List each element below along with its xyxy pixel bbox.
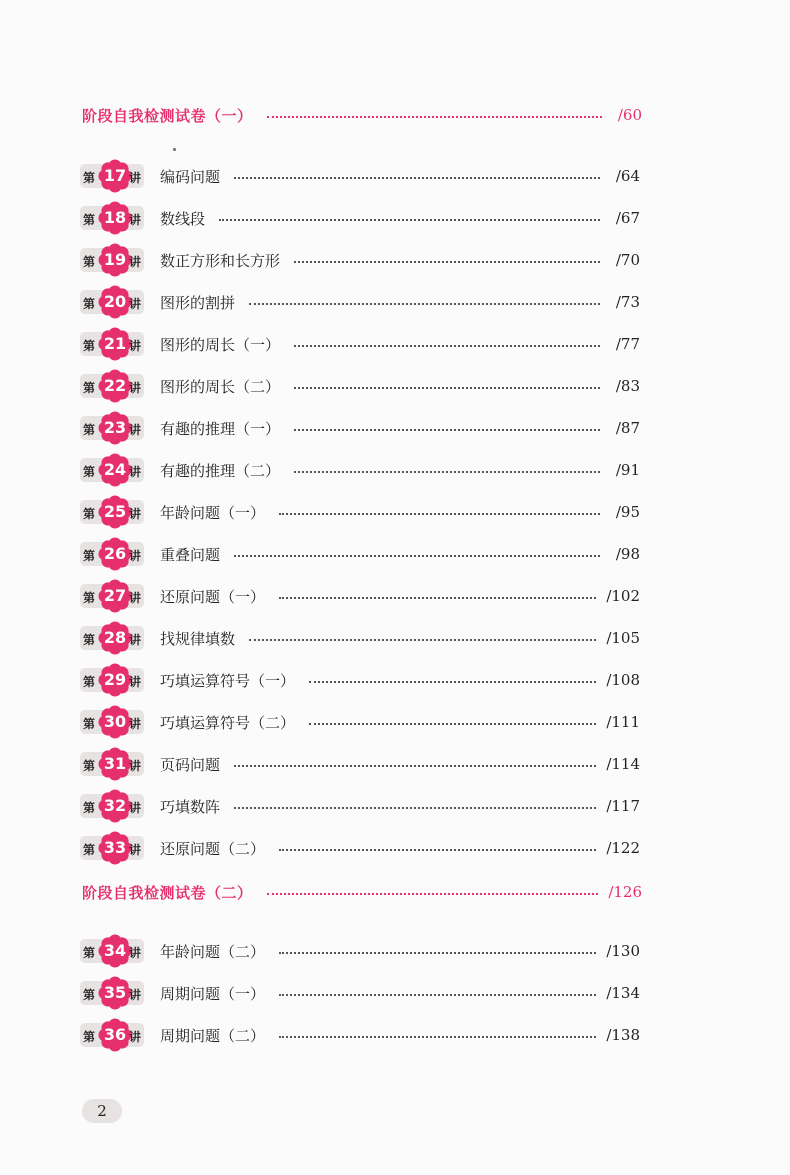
lesson-suffix: 讲	[129, 591, 142, 605]
dot-leader	[234, 765, 596, 767]
lesson-badge	[80, 374, 144, 398]
scan-speck	[173, 148, 176, 151]
lesson-page-number: /91	[615, 461, 640, 479]
lesson-title: 图形的周长（一）	[160, 335, 281, 354]
lesson-page-number: /105	[606, 629, 640, 647]
lesson-prefix: 第	[83, 801, 96, 815]
toc-entry[interactable]	[80, 706, 640, 738]
lesson-prefix: 第	[83, 675, 96, 689]
lesson-badge	[80, 981, 144, 1005]
lesson-prefix: 第	[83, 339, 96, 353]
lesson-prefix: 第	[83, 591, 96, 605]
dot-leader	[309, 681, 596, 683]
lesson-number: 17	[103, 166, 127, 185]
dot-leader	[294, 429, 600, 431]
lesson-badge	[80, 584, 144, 608]
lesson-prefix: 第	[83, 255, 96, 269]
lesson-page-number: /70	[615, 251, 640, 269]
dot-leader	[219, 219, 600, 221]
toc-entry[interactable]	[80, 496, 640, 528]
lesson-number: 30	[103, 712, 127, 731]
lesson-badge	[80, 542, 144, 566]
lesson-prefix: 第	[83, 843, 96, 857]
lesson-suffix: 讲	[129, 339, 142, 353]
lesson-title: 还原问题（一）	[160, 587, 266, 606]
lesson-number: 23	[103, 418, 127, 437]
lesson-title: 有趣的推理（二）	[160, 461, 281, 480]
toc-entry[interactable]	[80, 160, 640, 192]
lesson-number: 34	[103, 941, 127, 960]
toc-entry[interactable]	[80, 664, 640, 696]
lesson-number: 26	[103, 544, 127, 563]
lesson-number: 31	[103, 754, 127, 773]
dot-leader	[234, 807, 596, 809]
lesson-number: 22	[103, 376, 127, 395]
toc-entry[interactable]	[80, 580, 640, 612]
lesson-prefix: 第	[83, 759, 96, 773]
lesson-suffix: 讲	[129, 843, 142, 857]
dot-leader	[279, 849, 596, 851]
lesson-suffix: 讲	[129, 213, 142, 227]
lesson-title: 重叠问题	[160, 545, 221, 564]
dot-leader	[294, 345, 600, 347]
toc-entry[interactable]	[80, 832, 640, 864]
lesson-number: 32	[103, 796, 127, 815]
dot-leader	[294, 471, 600, 473]
dot-leader	[234, 555, 600, 557]
lesson-prefix: 第	[83, 1030, 96, 1044]
lesson-title: 数正方形和长方形	[160, 251, 281, 270]
lesson-suffix: 讲	[129, 946, 142, 960]
lesson-suffix: 讲	[129, 297, 142, 311]
lesson-number: 20	[103, 292, 127, 311]
lesson-number: 21	[103, 334, 127, 353]
lesson-badge	[80, 1023, 144, 1047]
lesson-badge	[80, 458, 144, 482]
lesson-prefix: 第	[83, 423, 96, 437]
lesson-title: 数线段	[160, 209, 206, 228]
lesson-prefix: 第	[83, 549, 96, 563]
toc-entry[interactable]	[80, 748, 640, 780]
page-number-badge: 2	[82, 1099, 122, 1123]
lesson-badge	[80, 626, 144, 650]
section-title: 阶段自我检测试卷（二）	[82, 883, 253, 902]
lesson-suffix: 讲	[129, 465, 142, 479]
lesson-number: 29	[103, 670, 127, 689]
lesson-page-number: /138	[606, 1026, 640, 1044]
toc-entry[interactable]	[80, 1019, 640, 1051]
toc-entry[interactable]	[80, 244, 640, 276]
lesson-prefix: 第	[83, 465, 96, 479]
dot-leader	[234, 177, 600, 179]
lesson-badge	[80, 416, 144, 440]
lesson-page-number: /102	[606, 587, 640, 605]
dot-leader	[267, 893, 599, 895]
lesson-prefix: 第	[83, 213, 96, 227]
lesson-suffix: 讲	[129, 988, 142, 1002]
lesson-badge	[80, 206, 144, 230]
lesson-title: 编码问题	[160, 167, 221, 186]
dot-leader	[249, 639, 596, 641]
lesson-title: 还原问题（二）	[160, 839, 266, 858]
lesson-suffix: 讲	[129, 759, 142, 773]
lesson-title: 巧填运算符号（一）	[160, 671, 296, 690]
lesson-title: 图形的割拼	[160, 293, 236, 312]
toc-entry[interactable]	[80, 202, 640, 234]
lesson-prefix: 第	[83, 946, 96, 960]
dot-leader	[279, 952, 596, 954]
lesson-title: 年龄问题（二）	[160, 942, 266, 961]
lesson-title: 找规律填数	[160, 629, 236, 648]
lesson-page-number: /67	[615, 209, 640, 227]
dot-leader	[294, 261, 600, 263]
lesson-badge	[80, 752, 144, 776]
lesson-prefix: 第	[83, 171, 96, 185]
dot-leader	[279, 1036, 596, 1038]
lesson-badge	[80, 248, 144, 272]
lesson-number: 24	[103, 460, 127, 479]
section-heading-2[interactable]	[82, 876, 642, 908]
section-title: 阶段自我检测试卷（一）	[82, 106, 253, 125]
lesson-number: 36	[103, 1025, 127, 1044]
lesson-suffix: 讲	[129, 675, 142, 689]
lesson-prefix: 第	[83, 633, 96, 647]
lesson-title: 周期问题（二）	[160, 1026, 266, 1045]
lesson-suffix: 讲	[129, 171, 142, 185]
lesson-suffix: 讲	[129, 801, 142, 815]
lesson-suffix: 讲	[129, 1030, 142, 1044]
dot-leader	[267, 116, 602, 118]
lesson-badge	[80, 500, 144, 524]
lesson-number: 18	[103, 208, 127, 227]
lesson-page-number: /114	[606, 755, 640, 773]
lesson-page-number: /83	[615, 377, 640, 395]
toc-entry[interactable]	[80, 622, 640, 654]
lesson-suffix: 讲	[129, 549, 142, 563]
section-page-number: /126	[608, 883, 642, 901]
lesson-page-number: /111	[606, 713, 640, 731]
toc-entry[interactable]	[80, 454, 640, 486]
dot-leader	[249, 303, 600, 305]
lesson-page-number: /95	[615, 503, 640, 521]
lesson-page-number: /134	[606, 984, 640, 1002]
lesson-suffix: 讲	[129, 381, 142, 395]
lesson-badge	[80, 794, 144, 818]
toc-entry[interactable]	[80, 370, 640, 402]
lesson-badge	[80, 836, 144, 860]
lesson-prefix: 第	[83, 297, 96, 311]
lesson-title: 周期问题（一）	[160, 984, 266, 1003]
dot-leader	[279, 597, 596, 599]
lesson-title: 年龄问题（一）	[160, 503, 266, 522]
dot-leader	[279, 994, 596, 996]
lesson-page-number: /64	[615, 167, 640, 185]
lesson-suffix: 讲	[129, 423, 142, 437]
lesson-prefix: 第	[83, 988, 96, 1002]
toc-entry[interactable]	[80, 286, 640, 318]
lesson-prefix: 第	[83, 717, 96, 731]
lesson-badge	[80, 332, 144, 356]
lesson-page-number: /108	[606, 671, 640, 689]
toc-entry[interactable]	[80, 412, 640, 444]
lesson-title: 有趣的推理（一）	[160, 419, 281, 438]
lesson-page-number: /122	[606, 839, 640, 857]
lesson-title: 图形的周长（二）	[160, 377, 281, 396]
toc-entry[interactable]	[80, 977, 640, 1009]
lesson-number: 33	[103, 838, 127, 857]
lesson-suffix: 讲	[129, 633, 142, 647]
lesson-page-number: /117	[606, 797, 640, 815]
lesson-number: 27	[103, 586, 127, 605]
toc-entry[interactable]	[80, 328, 640, 360]
lesson-title: 巧填数阵	[160, 797, 221, 816]
dot-leader	[309, 723, 596, 725]
lesson-suffix: 讲	[129, 255, 142, 269]
lesson-number: 19	[103, 250, 127, 269]
lesson-title: 页码问题	[160, 755, 221, 774]
toc-entry[interactable]	[80, 790, 640, 822]
section-page-number: /60	[617, 106, 642, 124]
lesson-page-number: /130	[606, 942, 640, 960]
section-heading-1[interactable]	[82, 99, 642, 131]
lesson-page-number: /98	[615, 545, 640, 563]
lesson-badge	[80, 710, 144, 734]
lesson-page-number: /87	[615, 419, 640, 437]
lesson-number: 28	[103, 628, 127, 647]
lesson-number: 25	[103, 502, 127, 521]
lesson-suffix: 讲	[129, 717, 142, 731]
dot-leader	[279, 513, 600, 515]
lesson-page-number: /77	[615, 335, 640, 353]
lesson-suffix: 讲	[129, 507, 142, 521]
lesson-prefix: 第	[83, 381, 96, 395]
lesson-number: 35	[103, 983, 127, 1002]
lesson-badge	[80, 939, 144, 963]
dot-leader	[294, 387, 600, 389]
toc-entry[interactable]	[80, 538, 640, 570]
lesson-prefix: 第	[83, 507, 96, 521]
lesson-badge	[80, 290, 144, 314]
toc-entry[interactable]	[80, 935, 640, 967]
lesson-title: 巧填运算符号（二）	[160, 713, 296, 732]
lesson-page-number: /73	[615, 293, 640, 311]
lesson-badge	[80, 668, 144, 692]
lesson-badge	[80, 164, 144, 188]
